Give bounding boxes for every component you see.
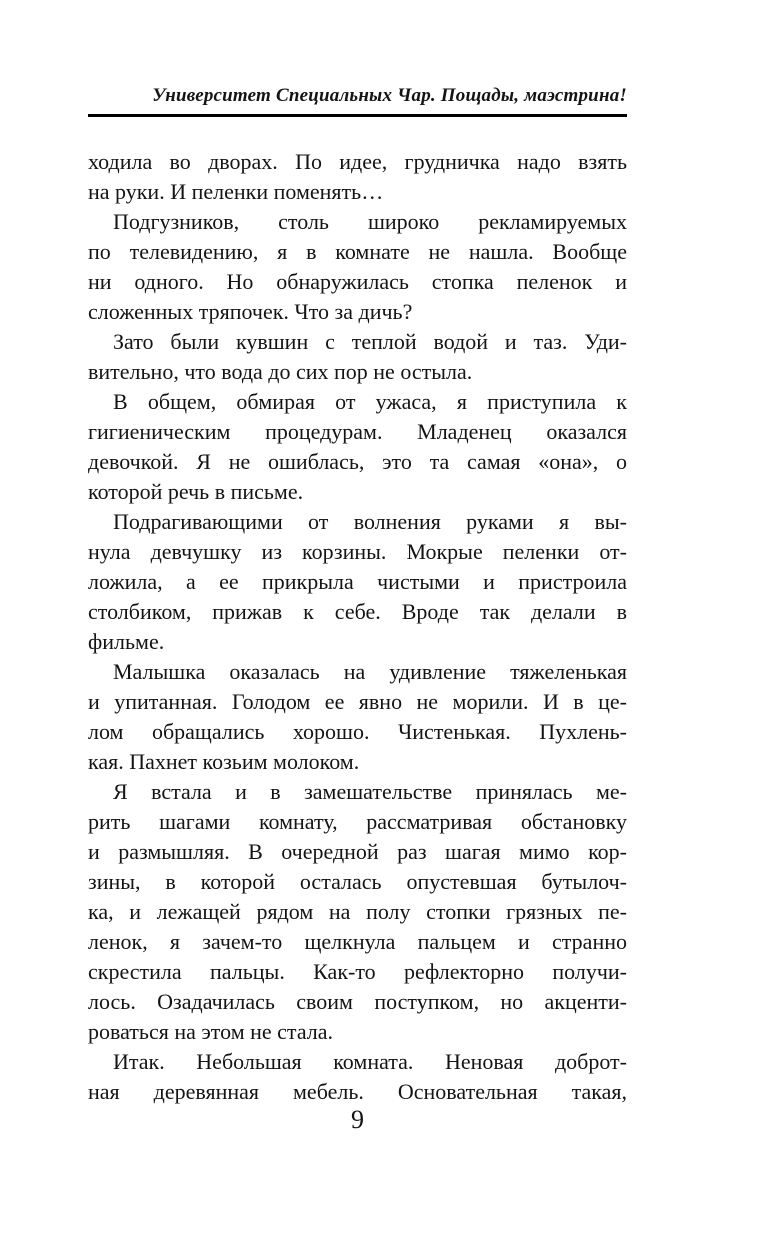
text-line: сложенных тряпочек. Что за дичь? bbox=[88, 299, 413, 324]
text-line: Подрагивающими от волнения руками я вы- bbox=[113, 509, 627, 534]
text-line: ная деревянная мебель. Основательная такая, bbox=[88, 1079, 627, 1104]
text-line: ленок, я зачем-то щелкнула пальцем и странно bbox=[88, 929, 627, 954]
text-line: лось. Озадачилась своим поступком, но акценти- bbox=[88, 989, 627, 1014]
text-line: Подгузников, столь широко рекламируемых bbox=[113, 209, 627, 234]
text-line: и размышляя. В очередной раз шагая мимо кор- bbox=[88, 839, 627, 864]
text-line: фильме. bbox=[88, 629, 165, 654]
text-line: скрестила пальцы. Как-то рефлекторно получи- bbox=[88, 959, 627, 984]
text-line: Зато были кувшин с теплой водой и таз. Уди- bbox=[113, 329, 627, 354]
text-line: и упитанная. Голодом ее явно не морили. И в це- bbox=[88, 689, 627, 714]
text-line: зины, в которой осталась опустевшая бутылоч- bbox=[88, 869, 627, 894]
paragraph bbox=[88, 147, 627, 207]
text-line: ка, и лежащей рядом на полу стопки грязных пе- bbox=[88, 899, 627, 924]
text-line: нула девчушку из корзины. Мокрые пеленки от- bbox=[88, 539, 627, 564]
text-line: гигиеническим процедурам. Младенец оказался bbox=[88, 419, 627, 444]
page-body-text bbox=[88, 147, 627, 1107]
text-line: лом обращались хорошо. Чистенькая. Пухлень- bbox=[88, 719, 627, 744]
text-line: вительно, что вода до сих пор не остыла. bbox=[88, 359, 473, 384]
text-line: Итак. Небольшая комната. Неновая доброт- bbox=[113, 1049, 627, 1074]
text-line: роваться на этом не стала. bbox=[88, 1019, 334, 1044]
text-line: столбиком, прижав к себе. Вроде так делали в bbox=[88, 599, 627, 624]
text-line: кая. Пахнет козьим молоком. bbox=[88, 749, 360, 774]
text-line: ложила, а ее прикрыла чистыми и пристроила bbox=[88, 569, 627, 594]
paragraph bbox=[88, 657, 627, 777]
text-line: на руки. И пеленки поменять… bbox=[88, 179, 384, 204]
text-line: ни одного. Но обнаружилась стопка пеленок и bbox=[88, 269, 627, 294]
paragraph bbox=[88, 207, 627, 327]
text-line: по телевидению, я в комнате не нашла. Вообще bbox=[88, 239, 627, 264]
text-line: В общем, обмирая от ужаса, я приступила к bbox=[113, 389, 627, 414]
paragraph bbox=[88, 777, 627, 1047]
header-rule bbox=[88, 114, 627, 117]
text-line: девочкой. Я не ошиблась, это та самая «она», о bbox=[88, 449, 627, 474]
text-line: Я встала и в замешательстве принялась ме- bbox=[113, 779, 627, 804]
running-header-title: Университет Специальных Чар. Пощады, маэстрина! bbox=[152, 85, 627, 106]
paragraph bbox=[88, 1047, 627, 1107]
page-number: 9 bbox=[351, 1105, 364, 1134]
running-header bbox=[88, 84, 627, 108]
paragraph bbox=[88, 327, 627, 387]
paragraph bbox=[88, 387, 627, 507]
text-line: Малышка оказалась на удивление тяжеленькая bbox=[113, 659, 627, 684]
text-line: которой речь в письме. bbox=[88, 479, 304, 504]
paragraph bbox=[88, 507, 627, 657]
text-line: рить шагами комнату, рассматривая обстановку bbox=[88, 809, 627, 834]
text-line: ходила во дворах. По идее, грудничка надо взять bbox=[88, 149, 627, 174]
